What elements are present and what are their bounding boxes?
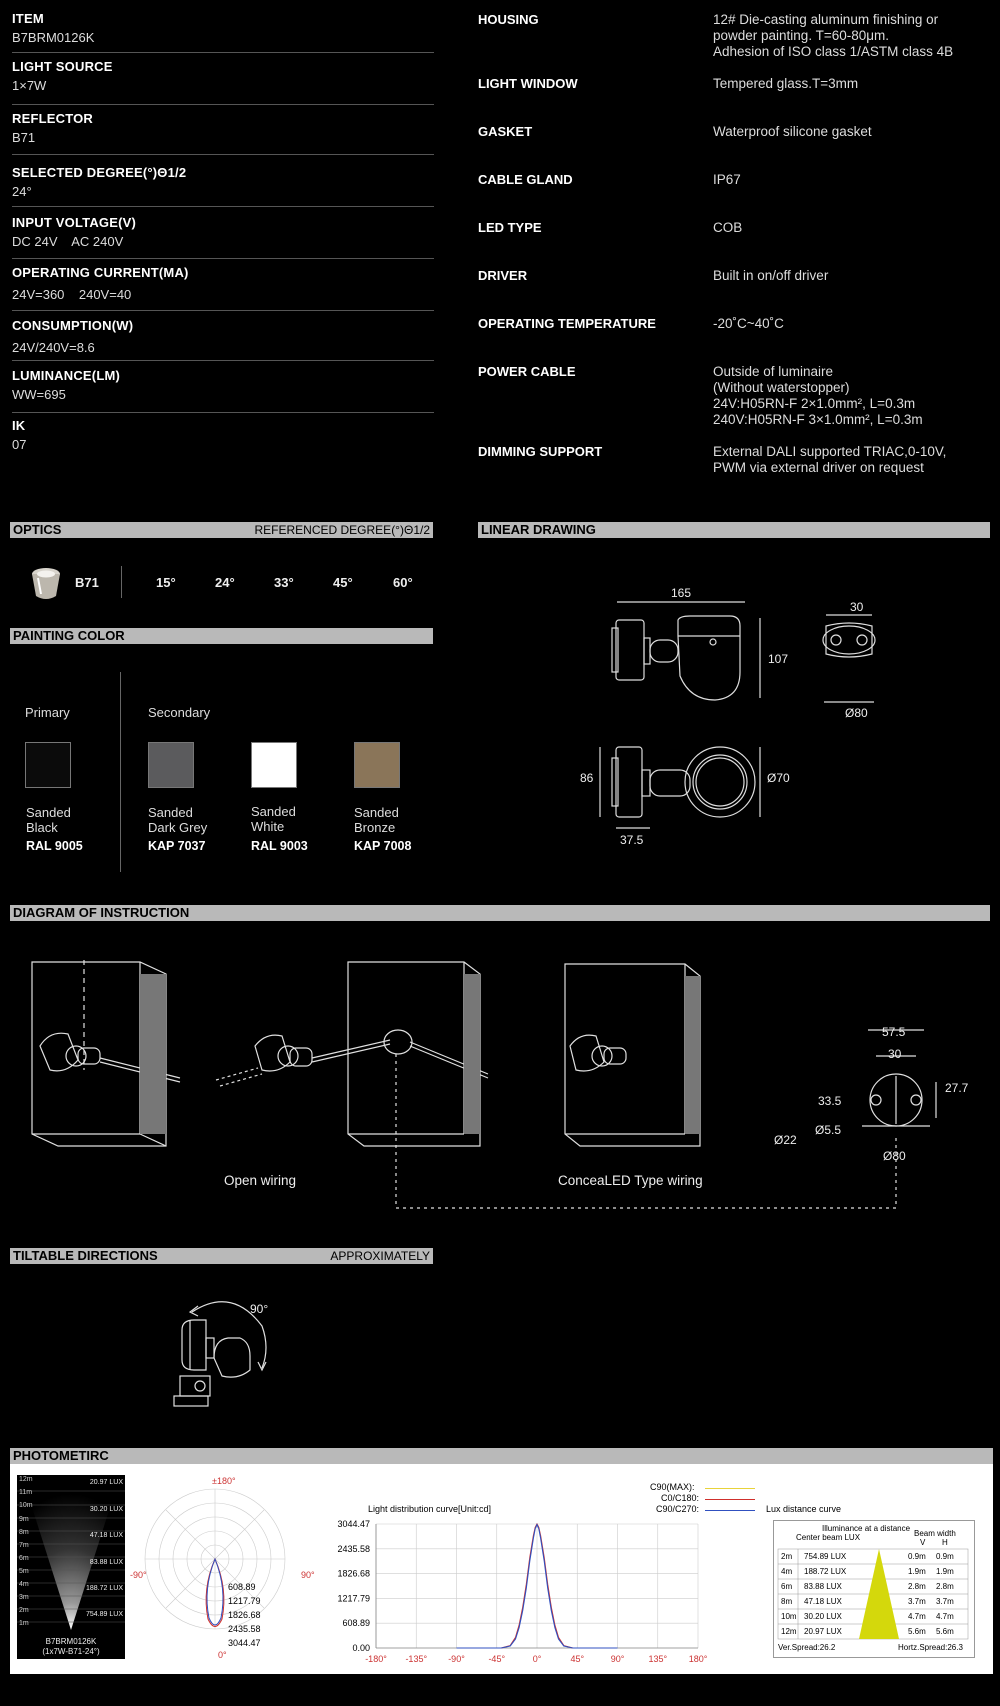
color-code: RAL 9003 bbox=[251, 839, 308, 853]
dim-30: 30 bbox=[850, 600, 864, 614]
dim-37-5: 37.5 bbox=[620, 833, 644, 847]
degree-option: 45° bbox=[333, 575, 353, 590]
lux-row-value: 83.88 LUX bbox=[804, 1582, 842, 1591]
dim-57-5: 57.5 bbox=[882, 1025, 906, 1039]
spec-value: Waterproof silicone gasket bbox=[713, 124, 872, 139]
spec-label: IK bbox=[12, 418, 26, 433]
col-center: Center beam LUX bbox=[796, 1533, 861, 1542]
spec-item bbox=[12, 368, 434, 402]
legend-line bbox=[705, 1488, 755, 1489]
lux-label: 188.72 LUX bbox=[86, 1585, 123, 1592]
color-swatch-white bbox=[251, 742, 297, 788]
dim-80: Ø80 bbox=[883, 1149, 906, 1163]
distance-label: 5m bbox=[19, 1568, 29, 1575]
open-wiring-caption: Open wiring bbox=[224, 1173, 297, 1188]
lux-row-v: 2.8m bbox=[908, 1582, 926, 1591]
distance-label: 1m bbox=[19, 1620, 29, 1627]
section-bar-optics bbox=[10, 522, 433, 538]
divider bbox=[12, 412, 434, 413]
divider bbox=[12, 104, 434, 105]
legend-line bbox=[705, 1510, 755, 1511]
lux-row-value: 47.18 LUX bbox=[804, 1597, 842, 1606]
spec-item bbox=[12, 59, 434, 93]
spec-value: Outside of luminaire (Without waterstopper) 24V:H05RN-F 2×1.0mm², L=0.3m 240V:H05RN-F 3×1.0mm², L=0.3m bbox=[713, 364, 923, 427]
spec-item bbox=[12, 111, 434, 145]
spec-value: External DALI supported TRIAC,0-10V, PWM via external driver on request bbox=[713, 444, 947, 475]
spec-value: COB bbox=[713, 220, 743, 235]
divider bbox=[12, 154, 434, 155]
section-bar-diagram bbox=[10, 905, 990, 921]
lux-label: 20.97 LUX bbox=[89, 1479, 123, 1486]
section-title: DIAGRAM OF INSTRUCTION bbox=[13, 905, 190, 920]
color-name: Sanded Black bbox=[26, 805, 71, 835]
section-bar-tiltable bbox=[10, 1248, 433, 1264]
spec-label: DRIVER bbox=[478, 268, 528, 283]
spec-value: B71 bbox=[12, 130, 36, 145]
secondary-label: Secondary bbox=[148, 705, 211, 720]
polar-label-top: ±180° bbox=[212, 1476, 236, 1486]
spec-value: Built in on/off driver bbox=[713, 268, 829, 283]
lux-label: 83.88 LUX bbox=[89, 1559, 123, 1566]
degree-option: 24° bbox=[215, 575, 235, 590]
spec-label: POWER CABLE bbox=[478, 364, 576, 379]
section-title: PHOTOMETIRC bbox=[13, 1448, 109, 1463]
spec-value: 1×7W bbox=[12, 78, 47, 93]
spec-value: IP67 bbox=[713, 172, 741, 187]
degree-option: 60° bbox=[393, 575, 413, 590]
lux-inner-title: Illuminance at a distance bbox=[822, 1524, 911, 1533]
hor-spread: Hortz.Spread:26.3 bbox=[898, 1643, 963, 1652]
spec-value: Tempered glass.T=3mm bbox=[713, 76, 859, 91]
distance-label: 10m bbox=[19, 1502, 33, 1509]
dim-80: Ø80 bbox=[845, 706, 868, 720]
lux-row-value: 754.89 LUX bbox=[804, 1552, 847, 1561]
x-tick-label: -180° bbox=[365, 1654, 387, 1664]
x-tick-label: 0° bbox=[532, 1654, 542, 1664]
polar-label-left: -90° bbox=[130, 1570, 147, 1580]
y-tick-label: 1826.68 bbox=[337, 1568, 370, 1579]
primary-label: Primary bbox=[25, 705, 70, 720]
dim-30: 30 bbox=[888, 1047, 902, 1061]
color-name: Sanded White bbox=[251, 804, 296, 834]
legend-label: C90/C270: bbox=[656, 1504, 700, 1514]
y-tick-label: 0.00 bbox=[352, 1643, 370, 1653]
dim-33-5: 33.5 bbox=[818, 1094, 842, 1108]
spec-label: CONSUMPTION(W) bbox=[12, 318, 134, 333]
lux-row-h: 4.7m bbox=[936, 1612, 954, 1621]
polar-diagram bbox=[140, 1484, 290, 1634]
dim-107: 107 bbox=[768, 652, 789, 666]
spec-label: INPUT VOLTAGE(V) bbox=[12, 215, 137, 230]
color-name: Sanded Bronze bbox=[354, 805, 399, 835]
section-title: LINEAR DRAWING bbox=[481, 522, 596, 537]
spec-item bbox=[12, 418, 434, 452]
spec-label: REFLECTOR bbox=[12, 111, 94, 126]
x-tick-label: 180° bbox=[688, 1654, 708, 1664]
legend-label: C0/C180: bbox=[661, 1493, 700, 1503]
divider bbox=[121, 566, 122, 598]
concealed-wiring-caption: ConceaLED Type wiring bbox=[558, 1173, 703, 1188]
lux-label: 47.18 LUX bbox=[89, 1532, 123, 1539]
lux-label: 30.20 LUX bbox=[89, 1506, 123, 1513]
ver-spread: Ver.Spread:26.2 bbox=[778, 1643, 836, 1652]
x-tick-label: 90° bbox=[610, 1654, 625, 1664]
spec-label: OPERATING CURRENT(MA) bbox=[12, 265, 189, 280]
legend-label: C90(MAX): bbox=[650, 1482, 695, 1492]
color-swatch-black bbox=[25, 742, 71, 788]
color-swatch-dark-grey bbox=[148, 742, 194, 788]
x-tick-label: -90° bbox=[448, 1654, 465, 1664]
x-tick-label: 135° bbox=[648, 1654, 668, 1664]
polar-ring-label: 1217.79 bbox=[228, 1596, 261, 1606]
lux-row-v: 5.6m bbox=[908, 1627, 926, 1636]
lux-row-v: 0.9m bbox=[908, 1552, 926, 1561]
distance-label: 4m bbox=[19, 1581, 29, 1588]
spec-label: DIMMING SUPPORT bbox=[478, 444, 603, 459]
lux-row-v: 1.9m bbox=[908, 1567, 926, 1576]
divider bbox=[12, 310, 434, 311]
color-name: Sanded Dark Grey bbox=[148, 805, 208, 835]
section-title: TILTABLE DIRECTIONS bbox=[13, 1248, 158, 1263]
spec-value: WW=695 bbox=[12, 387, 66, 402]
lux-row-v: 4.7m bbox=[908, 1612, 926, 1621]
dim-86: 86 bbox=[580, 771, 594, 785]
chart-title: Light distribution curve[Unit:cd] bbox=[368, 1504, 492, 1514]
distance-label: 11m bbox=[19, 1489, 33, 1496]
distance-label: 6m bbox=[19, 1555, 29, 1562]
lux-row-distance: 6m bbox=[781, 1582, 793, 1591]
degree-option: 15° bbox=[156, 575, 176, 590]
color-code: KAP 7008 bbox=[354, 839, 412, 853]
cone-caption bbox=[17, 1637, 125, 1659]
lux-row-value: 20.97 LUX bbox=[804, 1627, 842, 1636]
spec-value: 24° bbox=[12, 184, 32, 199]
reflector-name: B71 bbox=[75, 575, 99, 590]
distance-label: 2m bbox=[19, 1607, 29, 1614]
lux-row-h: 1.9m bbox=[936, 1567, 954, 1576]
divider bbox=[12, 258, 434, 259]
legend-line bbox=[705, 1499, 755, 1500]
dim-70: Ø70 bbox=[767, 771, 790, 785]
spec-item bbox=[12, 318, 434, 355]
spec-label: LIGHT SOURCE bbox=[12, 59, 113, 74]
light-distribution-chart bbox=[330, 1516, 760, 1672]
color-code: KAP 7037 bbox=[148, 839, 206, 853]
lux-row-distance: 4m bbox=[781, 1567, 793, 1576]
spec-item bbox=[12, 265, 434, 302]
x-tick-label: -45° bbox=[488, 1654, 506, 1664]
spec-label: GASKET bbox=[478, 124, 533, 139]
lux-distance-table bbox=[773, 1520, 975, 1658]
y-tick-label: 3044.47 bbox=[337, 1519, 370, 1529]
lux-row-v: 3.7m bbox=[908, 1597, 926, 1606]
spec-label: ITEM bbox=[12, 11, 44, 26]
spec-item bbox=[12, 11, 434, 45]
dim-5-5: Ø5.5 bbox=[815, 1123, 842, 1137]
dim-22: Ø22 bbox=[774, 1133, 797, 1147]
spec-label: LIGHT WINDOW bbox=[478, 76, 578, 91]
spec-value: 07 bbox=[12, 437, 27, 452]
lux-table-title: Lux distance curve bbox=[766, 1504, 842, 1514]
spec-item bbox=[12, 165, 434, 199]
lux-label: 754.89 LUX bbox=[86, 1611, 123, 1618]
tilt-angle: 90° bbox=[250, 1302, 269, 1316]
polar-ring-label: 2435.58 bbox=[228, 1624, 261, 1634]
col-h: H bbox=[942, 1538, 948, 1547]
spec-value: 12# Die-casting aluminum finishing or powder painting. T=60-80μm. Adhesion of ISO class 1/ASTM class 4B bbox=[713, 12, 954, 59]
polar-label-right: 90° bbox=[301, 1570, 315, 1580]
distance-label: 8m bbox=[19, 1529, 29, 1536]
spec-item bbox=[12, 215, 434, 249]
lux-row-h: 0.9m bbox=[936, 1552, 954, 1561]
distance-label: 7m bbox=[19, 1542, 29, 1549]
lux-row-value: 30.20 LUX bbox=[804, 1612, 842, 1621]
divider bbox=[120, 672, 121, 872]
spec-label: LED TYPE bbox=[478, 220, 542, 235]
section-title: OPTICS bbox=[13, 522, 62, 537]
section-bar-linear-drawing bbox=[478, 522, 990, 538]
lux-row-distance: 2m bbox=[781, 1552, 793, 1561]
color-code: RAL 9005 bbox=[26, 839, 83, 853]
lux-row-value: 188.72 LUX bbox=[804, 1567, 847, 1576]
distance-label: 3m bbox=[19, 1594, 29, 1601]
distance-label: 12m bbox=[19, 1476, 33, 1483]
section-title: PAINTING COLOR bbox=[13, 628, 125, 643]
section-bar-photometric bbox=[10, 1448, 993, 1464]
section-subtitle: REFERENCED DEGREE(°)Θ1/2 bbox=[254, 523, 430, 537]
spec-label: OPERATING TEMPERATURE bbox=[478, 316, 656, 331]
x-tick-label: -135° bbox=[405, 1654, 428, 1664]
section-bar-painting-color bbox=[10, 628, 433, 644]
polar-ring-label: 3044.47 bbox=[228, 1638, 261, 1648]
spec-value: B7BRM0126K bbox=[12, 30, 95, 45]
col-v: V bbox=[920, 1538, 926, 1547]
lux-row-distance: 12m bbox=[781, 1627, 797, 1636]
lux-row-h: 5.6m bbox=[936, 1627, 954, 1636]
lux-row-distance: 8m bbox=[781, 1597, 793, 1606]
dim-165: 165 bbox=[671, 586, 692, 600]
distance-label: 9m bbox=[19, 1516, 29, 1523]
lux-row-h: 2.8m bbox=[936, 1582, 954, 1591]
dim-27-7: 27.7 bbox=[945, 1081, 969, 1095]
divider bbox=[12, 206, 434, 207]
divider bbox=[12, 52, 434, 53]
col-beam: Beam width bbox=[914, 1529, 956, 1538]
linear-drawing bbox=[570, 580, 990, 860]
y-tick-label: 2435.58 bbox=[337, 1543, 370, 1554]
spec-label: CABLE GLAND bbox=[478, 172, 573, 187]
reflector-icon bbox=[28, 564, 64, 609]
spec-value: -20˚C~40˚C bbox=[713, 316, 784, 331]
spec-value: DC 24V AC 240V bbox=[12, 234, 124, 249]
lux-row-distance: 10m bbox=[781, 1612, 797, 1621]
color-swatch-bronze bbox=[354, 742, 400, 788]
spec-value: 24V=360 240V=40 bbox=[12, 287, 132, 302]
spec-label: LUMINANCE(LM) bbox=[12, 368, 121, 383]
spec-label: SELECTED DEGREE(°)Θ1/2 bbox=[12, 165, 187, 180]
y-tick-label: 1217.79 bbox=[337, 1593, 370, 1604]
lux-cone bbox=[17, 1475, 125, 1637]
section-subtitle: APPROXIMATELY bbox=[330, 1249, 430, 1263]
spec-label: HOUSING bbox=[478, 12, 539, 27]
degree-option: 33° bbox=[274, 575, 294, 590]
polar-ring-label: 608.89 bbox=[228, 1582, 256, 1592]
divider bbox=[12, 360, 434, 361]
installation-diagram bbox=[20, 950, 980, 1220]
polar-label-bottom: 0° bbox=[218, 1650, 227, 1660]
cone-caption-config: (1x7W-B71-24°) bbox=[42, 1647, 100, 1656]
spec-value: 24V/240V=8.6 bbox=[12, 340, 95, 355]
lux-row-h: 3.7m bbox=[936, 1597, 954, 1606]
x-tick-label: 45° bbox=[570, 1654, 585, 1664]
polar-ring-label: 1826.68 bbox=[228, 1610, 261, 1620]
y-tick-label: 608.89 bbox=[342, 1618, 370, 1629]
cone-caption-model: B7BRM0126K bbox=[45, 1637, 97, 1646]
